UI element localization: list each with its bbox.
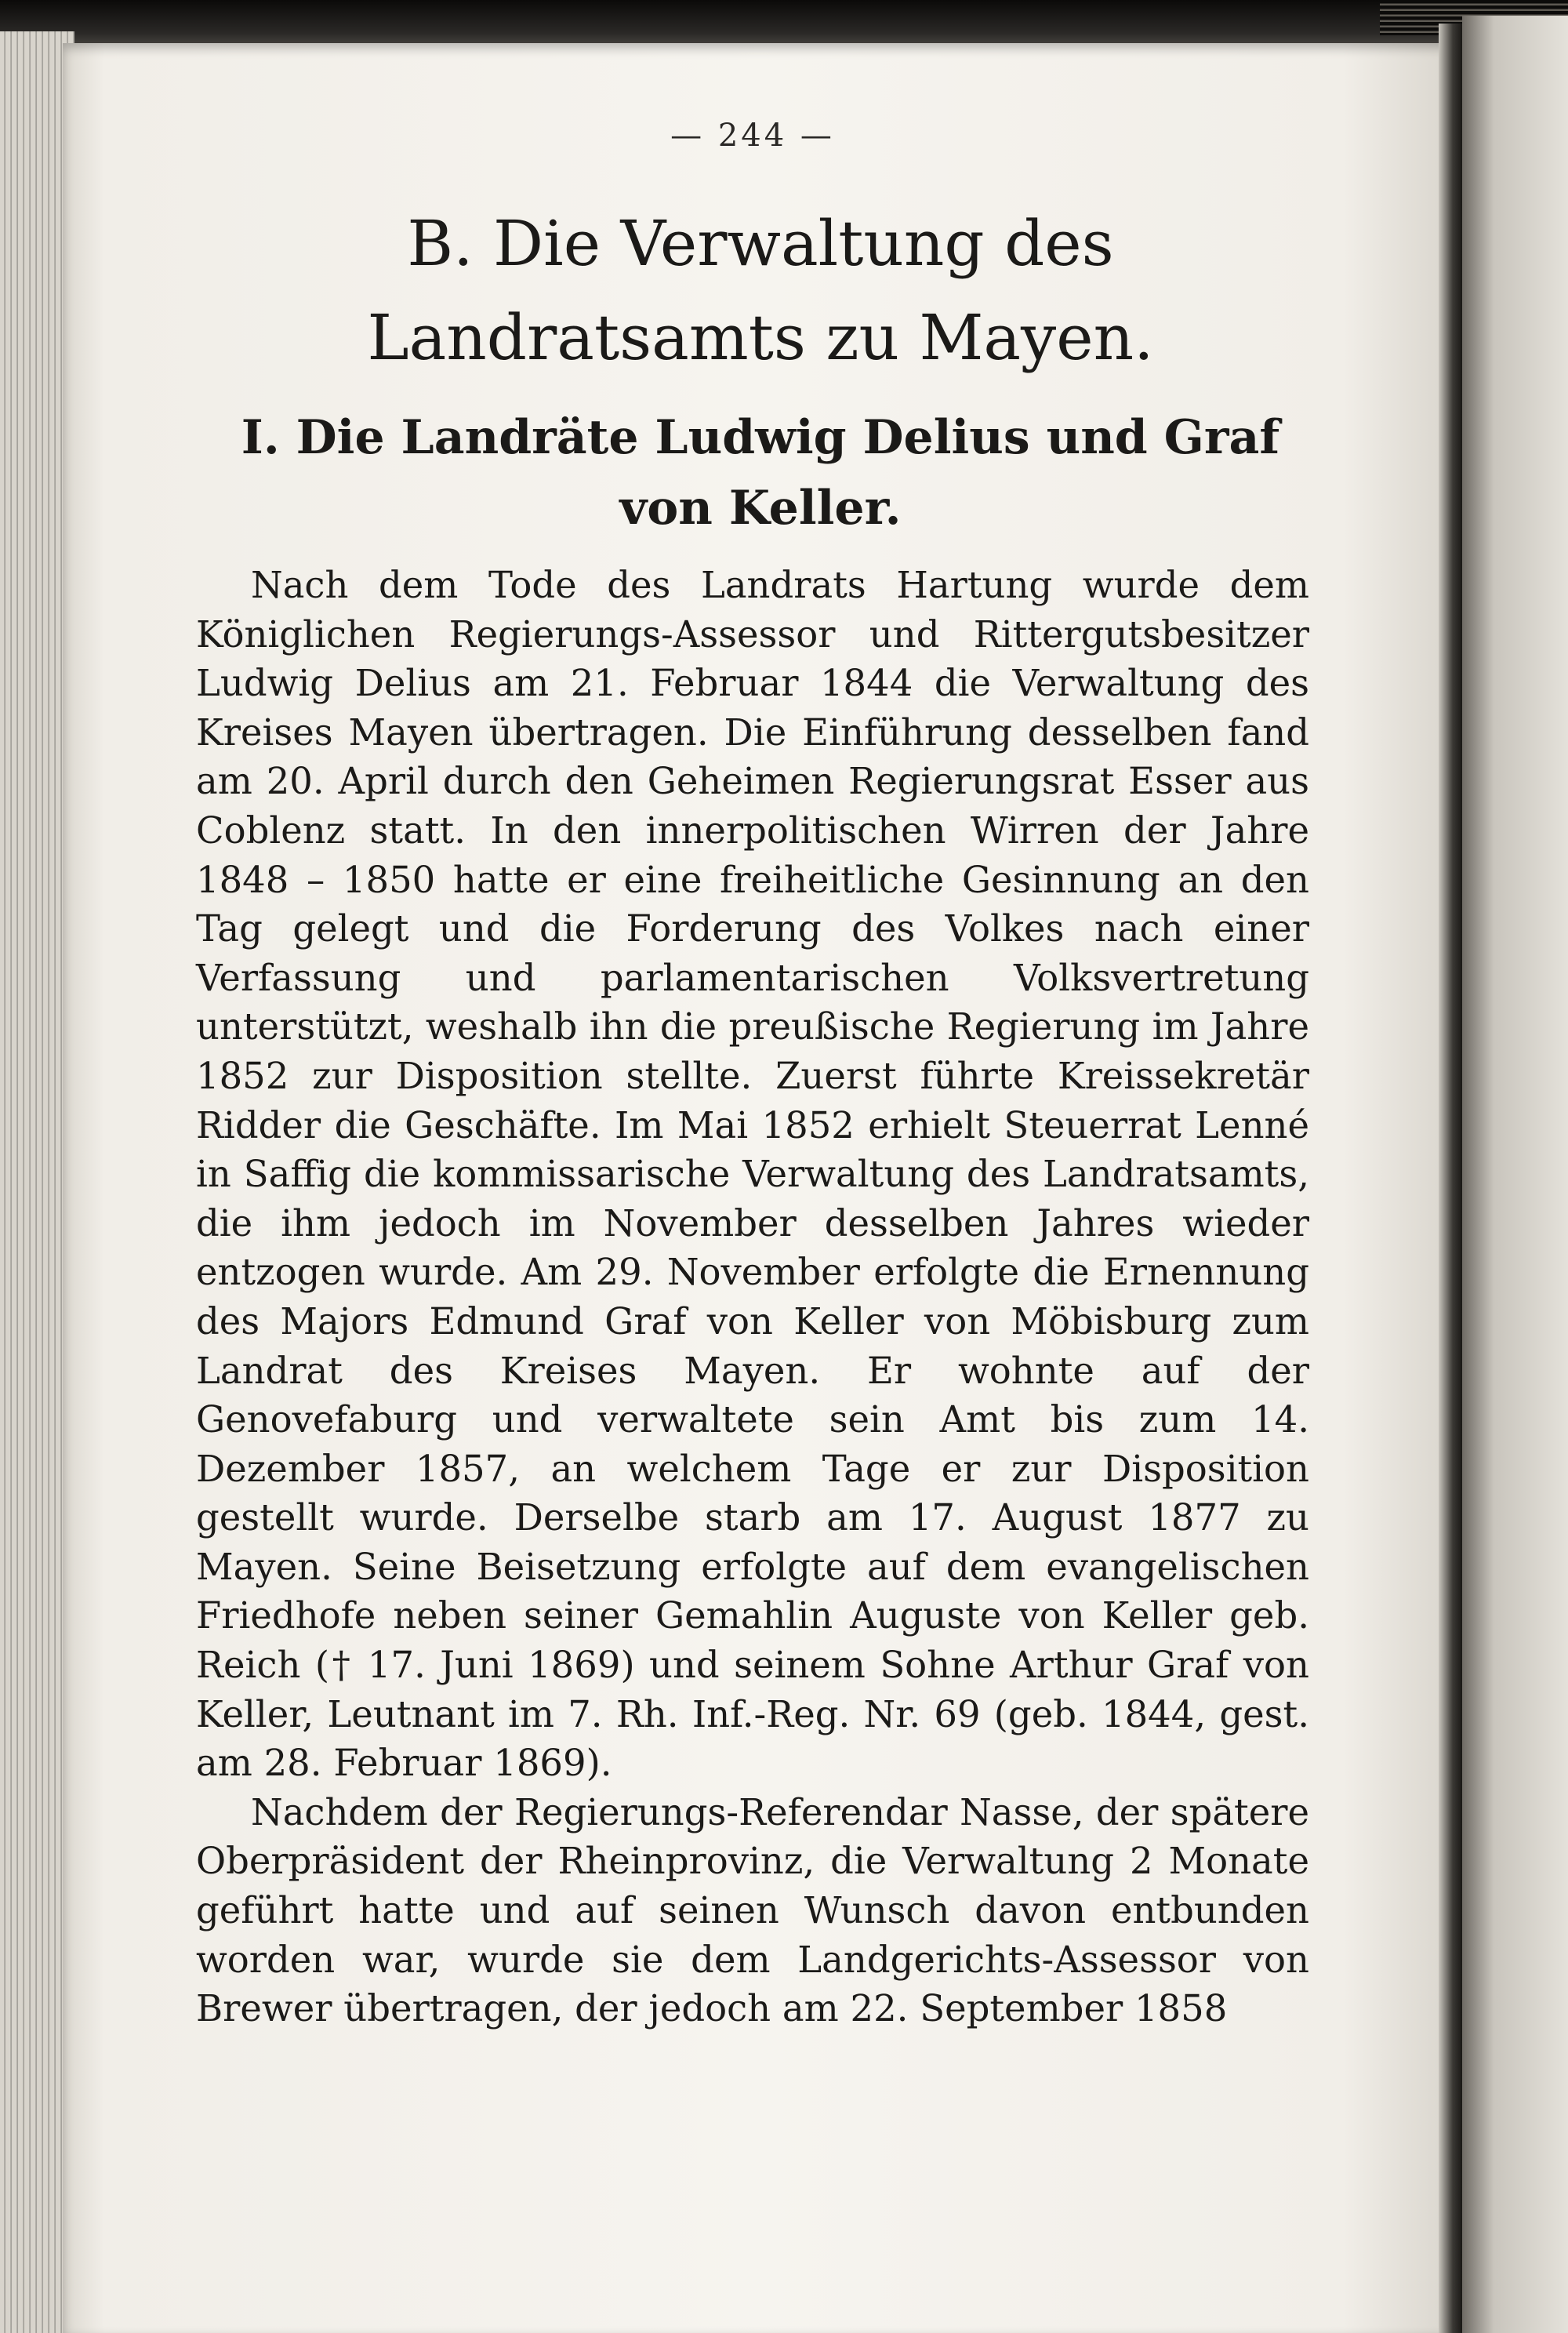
chapter-title: I. Die Landräte Ludwig Delius und Graf von Keller. (241, 410, 1280, 536)
book-gutter (1439, 24, 1462, 2333)
body-paragraph: Nachdem der Regierungs-Referendar Nasse, der spätere Oberpräsident der Rheinprovinz, die Verwaltung 2 Monate geführt hatte und auf seinen Wunsch davon entbunden worden war, wurde sie dem Landgerichts-Assessor von Brewer übertragen, der jedoch am 22. September 1858 (196, 1790, 1309, 2030)
section-title: B. Die Verwaltung des Landratsamts zu Mayen. (367, 207, 1154, 374)
page-number: — 244 — (670, 118, 835, 154)
body-paragraph: Nach dem Tode des Landrats Hartung wurde dem Königlichen Regierungs-Assessor und Rittergutsbesitzer Ludwig Delius am 21. Februar 1844 die Verwaltung des Kreises Mayen übertragen. Die Einführung desselben fand am 20. April durch den Geheimen Regierungsrat Esser aus Coblenz statt. In den innerpolitischen Wirren der Jahre 1848 – 1850 hatte er eine freiheitliche Gesinnung an den Tag gelegt und die Forderung des Volkes nach einer Verfassung und parlamentarischen Volksvertretung unterstützt, weshalb ihn die preußische Regierung im Jahre 1852 zur Disposition stellte. Zuerst führte Kreissekretär Ridder die Geschäfte. Im Mai 1852 erhielt Steuerrat Lenné in Saffig die kommissarische Verwaltung des Landratsamts, die ihm jedoch im November desselben Jahres wieder entzogen wurde. Am 29. November erfolgte die Ernennung des Majors Edmund Graf von Keller von Möbisburg zum Landrat des Kreises Mayen. Er wohnte auf der Genovefaburg und verwaltete sein Amt bis zum 14. Dezember 1857, an welchem Tage er zur Disposition gestellt wurde. Derselbe starb am 17. August 1877 zu Mayen. Seine Beisetzung erfolgte auf dem evangelischen Friedhofe neben seiner Gemahlin Auguste von Keller geb. Reich († 17. Juni 1869) und seinem Sohne Arthur Graf von Keller, Leutnant im 7. Rh. Inf.-Reg. Nr. 69 (geb. 1844, gest. am 28. Februar 1869). (196, 564, 1309, 1785)
page-text-block (196, 118, 1309, 2033)
opposite-page-edge (1462, 16, 1568, 2333)
